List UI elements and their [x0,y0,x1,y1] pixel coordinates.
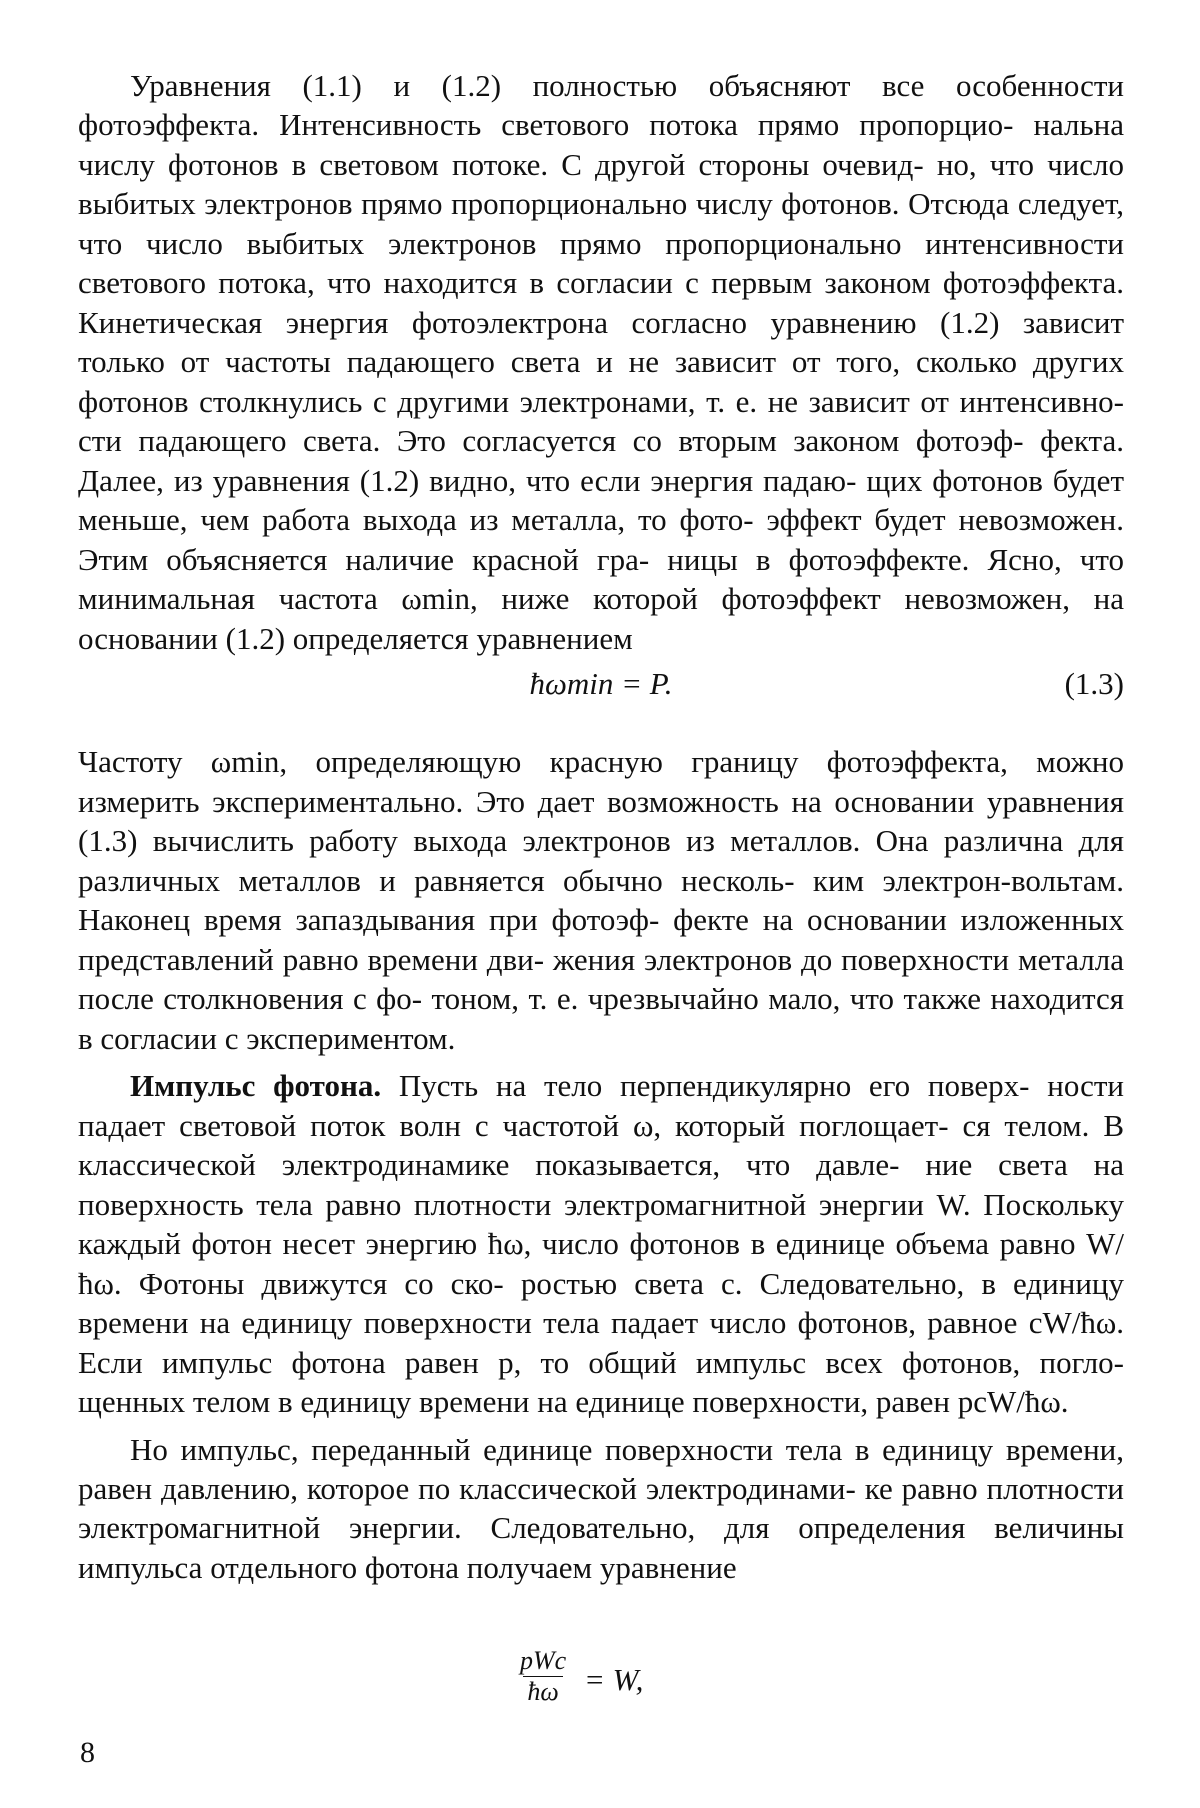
line: фотоэффекта. Интенсивность светового потока прямо пропорцио- [78,107,1014,143]
line: ке равно плотности электромагнитной энергии. Следовательно, для [78,1470,1125,1546]
line: ростью света c. Следовательно, в единицу времени на единицу [78,1265,1125,1341]
paragraph-4 [78,1430,1124,1588]
line: фекте на основании изложенных представлений равно времени дви- [78,902,1124,977]
line: фекта. Далее, из уравнения (1.2) видно, что если энергия падаю- [78,423,1124,498]
paragraph-3 [78,1066,1124,1421]
line: энергии W. Поскольку каждый фотон несет энергию ħω, число [78,1186,1124,1262]
line: фотонов. Отсюда следует, что число выбитых электронов прямо [78,186,1125,261]
line: уравнения (1.3) вычислить работу выхода электронов из металлов. [78,783,1124,859]
line: но, что число выбитых электронов прямо пропорционально числу [78,146,1124,222]
line: уравнением [476,620,633,656]
line: ние света на поверхность тела равно плотности электромагнитной [78,1147,1125,1222]
line: ся телом. В классической электродинамике показывается, что давле- [78,1107,1124,1183]
line: щих фотонов будет меньше, чем работа выхода из металла, то фото- [78,462,1124,538]
line: фотоэлектрона согласно уравнению (1.2) зависит только от частоты [78,304,1125,380]
line: уравнение [599,1549,737,1585]
section-heading: Импульс фотона. [130,1068,382,1104]
line: падающего света и не зависит от того, сколько других фотонов [78,344,1124,419]
fraction-numerator: pWc [520,1646,567,1675]
line: тоном, т. е. чрезвычайно мало, что также находится в согласии [78,981,1124,1056]
line: Пусть на тело перпендикулярно его поверх- [398,1068,1030,1104]
equation-formula: ħωmin = P. [529,666,673,702]
line: сти падающего света. Это согласуется со вторым законом фотоэф- [78,423,1024,459]
line: определения величины импульса отдельного фотона получаем [78,1510,1125,1585]
line: времени, равен давлению, которое по классической электродинами- [78,1431,1125,1506]
line: с экспериментом. [224,1020,456,1056]
fraction [520,1646,566,1707]
line: ким электрон-вольтам. Наконец время запаздывания при фотоэф- [78,862,1125,938]
line: которой фотоэффект невозможен, на основании (1.2) определяется [78,581,1124,656]
line: фотонов в единице объема равно W/ħω. Фотоны движутся со ско- [78,1226,1124,1301]
line: измерить экспериментально. Это дает возможность на основании [78,783,975,819]
line: жения электронов до поверхности металла после столкновения с фо- [78,941,1124,1017]
equation-1-3 [78,660,1124,708]
line: ницы в фотоэффекте. Ясно, что минимальная частота ωmin, ниже [78,541,1125,617]
line: ности падает световой поток волн с частотой ω, который поглощает- [78,1068,1124,1143]
line: щенных телом в единицу времени на единице поверхности, равен [78,1384,950,1420]
text-block [78,66,1124,1587]
line: Но импульс, переданный единице поверхности тела в единицу [130,1431,994,1467]
line: импульс фотона равен p, то общий импульс всех фотонов, погло- [161,1344,1125,1380]
line: столкнулись с другими электронами, т. е. не зависит от интенсивно- [199,383,1125,419]
line: Уравнения (1.1) и (1.2) полностью объясняют все особенности [130,68,1124,103]
line: Частоту ωmin, определяющую красную границу фотоэффекта, можно [78,744,1124,780]
fraction-denominator: ħω [523,1676,562,1707]
line: эффект будет невозможен. Этим объясняется наличие красной гра- [78,502,1124,577]
page-number: 8 [80,1736,95,1769]
equation-photon-momentum [0,1646,1200,1716]
equation-number: (1.3) [1064,666,1124,702]
paragraph-2 [78,742,1124,1058]
line: пропорционально интенсивности светового потока, что находится [78,225,1124,301]
paragraph-1 [78,66,1124,658]
equation-rest: = W, [584,1662,644,1697]
line: поверхности тела падает число фотонов, равное cW/ħω. Если [78,1305,1124,1380]
line: в согласии с первым законом фотоэффекта. Кинетическая энергия [78,265,1125,340]
line: Она различна для различных металлов и равняется обычно несколь- [78,823,1125,898]
line: pcW/ħω. [957,1384,1069,1420]
line: нальна числу фотонов в световом потоке. С другой стороны очевид- [78,107,1125,182]
